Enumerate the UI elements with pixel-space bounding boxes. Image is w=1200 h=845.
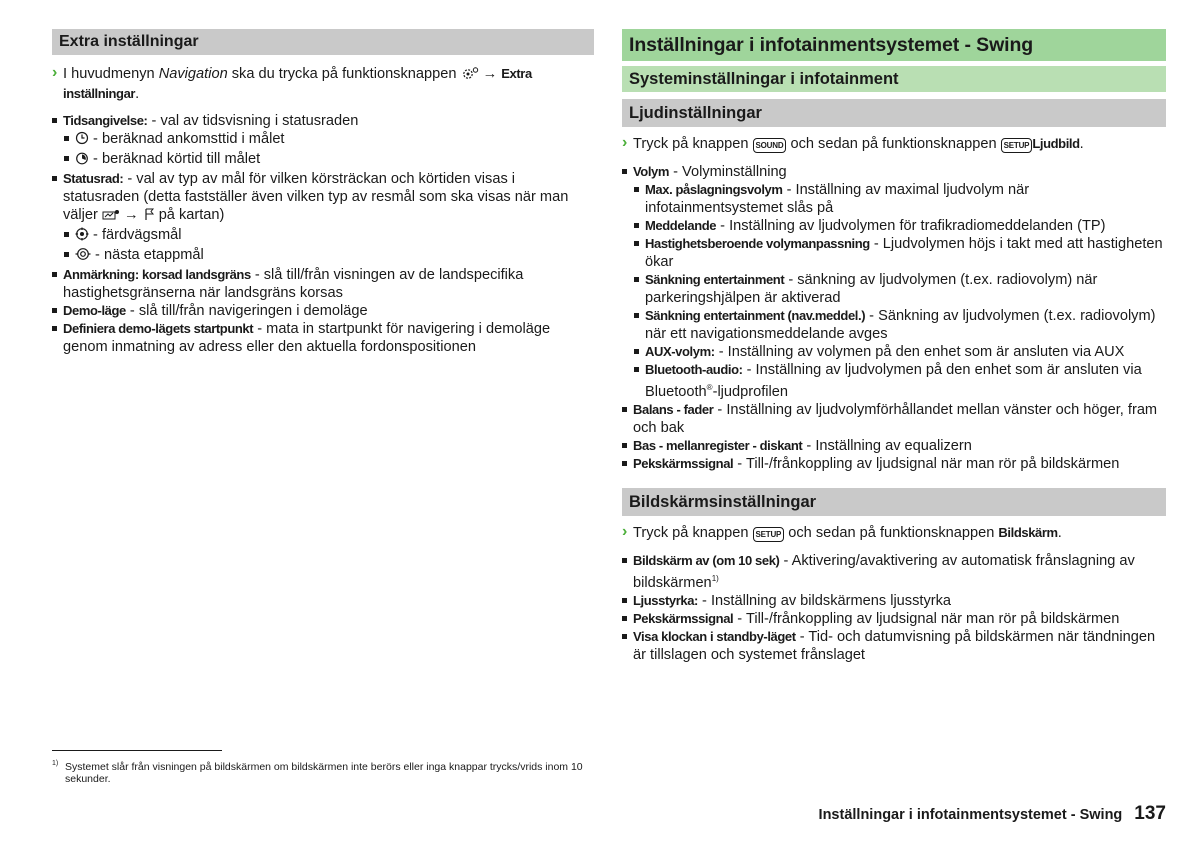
footer-title: Inställningar i infotainmentsystemet - Swing — [818, 807, 1123, 823]
step-arrow-icon: › — [52, 64, 58, 81]
list-item: Ljusstyrka: - Inställning av bildskärmens ljusstyrka — [622, 592, 1166, 610]
flag-icon — [143, 207, 155, 226]
list-subitem: Sänkning entertainment (nav.meddel.) - Sänkning av ljudvolymen (t.ex. radiovolym) när ett navigationsmeddelande avges — [622, 307, 1166, 343]
setup-key-icon: SETUP — [753, 527, 785, 542]
route-icon — [102, 208, 120, 226]
instruction-step: › I huvudmenyn Navigation ska du trycka på funktionsknappen → Extra inställningar. — [52, 64, 532, 102]
list-item: Visa klockan i standby-läget - Tid- och datumvisning på bildskärmen när tändningen är tillslagen och systemet frånslaget — [622, 628, 1166, 664]
list-subitem: Meddelande - Inställning av ljudvolymen för trafikradiomeddelanden (TP) — [622, 217, 1166, 235]
list-item: Definiera demo-lägets startpunkt - mata in startpunkt för navigering i demoläge genom inmatning av adress eller den aktuella fordonspositionen — [52, 320, 594, 356]
timer-icon — [75, 151, 89, 170]
function-target: Bildskärm — [998, 524, 1058, 540]
target-icon — [75, 227, 89, 246]
list-item: Bas - mellanregister - diskant - Inställning av equalizern — [622, 437, 1166, 455]
list-subitem: - färdvägsmål — [52, 226, 594, 246]
function-target: Extra inställningar — [63, 66, 532, 101]
section-heading-display-settings: Bildskärmsinställningar — [622, 488, 1166, 516]
step-arrow-icon: › — [622, 522, 628, 540]
footnote-divider — [52, 750, 222, 751]
clock-icon — [75, 131, 89, 150]
function-target: Ljudbild — [1032, 136, 1080, 151]
list-item: Pekskärmssignal - Till-/frånkoppling av ljudsignal när man rör på bildskärmen — [622, 455, 1166, 473]
menu-name: Navigation — [158, 66, 228, 82]
display-settings-list — [622, 552, 1166, 664]
sound-settings-list — [622, 163, 1166, 473]
list-item: Statusrad: - val av typ av mål för vilken körsträckan och körtiden visas i statusraden (detta fastställer även vilken typ av resmål som ska visas när man väljer → på kartan) — [52, 170, 594, 226]
list-item: Tidsangivelse: - val av tidsvisning i statusraden — [52, 112, 594, 130]
list-subitem: - nästa etappmål — [52, 246, 594, 266]
settings-gear-icon — [461, 67, 479, 85]
sound-key-icon: SOUND — [753, 138, 787, 153]
footnote — [52, 761, 597, 785]
list-item: Volym - Volyminställning — [622, 163, 1166, 181]
page-footer — [819, 803, 1166, 825]
list-subitem: Max. påslagningsvolym - Inställning av maximal ljudvolym när infotainmentsystemet slås på — [622, 181, 1166, 217]
footnote-text: Systemet slår från visningen på bildskärmen om bildskärmen inte berörs eller inga knappar trycks/vrids inom 10 sekunder. — [65, 761, 583, 785]
step-arrow-icon: › — [622, 134, 628, 151]
section-heading-system-settings: Systeminställningar i infotainment — [622, 66, 1166, 92]
list-item: Pekskärmssignal - Till-/frånkoppling av ljudsignal när man rör på bildskärmen — [622, 610, 1166, 628]
list-subitem: AUX-volym: - Inställning av volymen på den enhet som är ansluten via AUX — [622, 343, 1166, 361]
footnote-mark: 1) — [52, 760, 59, 767]
list-item: Anmärkning: korsad landsgräns - slå till/från visningen av de landspecifika hastighetsgränserna när landsgräns korsas — [52, 266, 594, 302]
instruction-step: › Tryck på knappen SOUND och sedan på funktionsknappen SETUP Ljudbild. — [622, 134, 1084, 152]
list-item: Balans - fader - Inställning av ljudvolymförhållandet mellan vänster och höger, fram och bak — [622, 401, 1166, 437]
settings-list — [52, 112, 594, 356]
section-heading-extra-settings: Extra inställningar — [52, 29, 594, 55]
instruction-step: › Tryck på knappen SETUP och sedan på funktionsknappen Bildskärm. — [622, 522, 1062, 541]
section-heading-sound-settings: Ljudinställningar — [622, 99, 1166, 127]
list-subitem: Sänkning entertainment - sänkning av ljudvolymen (t.ex. radiovolym) när parkeringshjälpen är aktiverad — [622, 271, 1166, 307]
list-subitem: - beräknad ankomsttid i målet — [52, 130, 594, 150]
footnote-ref: 1) — [711, 573, 719, 583]
list-item: Bildskärm av (om 10 sek) - Aktivering/avaktivering av automatisk frånslagning av bildskärmen$^{1)}$ — [622, 552, 1166, 592]
waypoint-icon — [75, 247, 91, 266]
page-number: 137 — [1134, 803, 1166, 824]
list-item: Demo-läge - slå till/från navigeringen i demoläge — [52, 302, 594, 320]
list-subitem: Hastighetsberoende volymanpassning - Ljudvolymen höjs i takt med att hastigheten ökar — [622, 235, 1166, 271]
right-column — [622, 29, 1166, 664]
setup-key-icon: SETUP — [1001, 138, 1033, 153]
list-subitem: Bluetooth-audio: - Inställning av ljudvolymen på den enhet som är ansluten via Bluetooth®-ljudprofilen — [622, 361, 1166, 401]
left-column — [52, 29, 594, 356]
chapter-heading: Inställningar i infotainmentsystemet - Swing — [622, 29, 1166, 61]
list-subitem: - beräknad körtid till målet — [52, 150, 594, 170]
